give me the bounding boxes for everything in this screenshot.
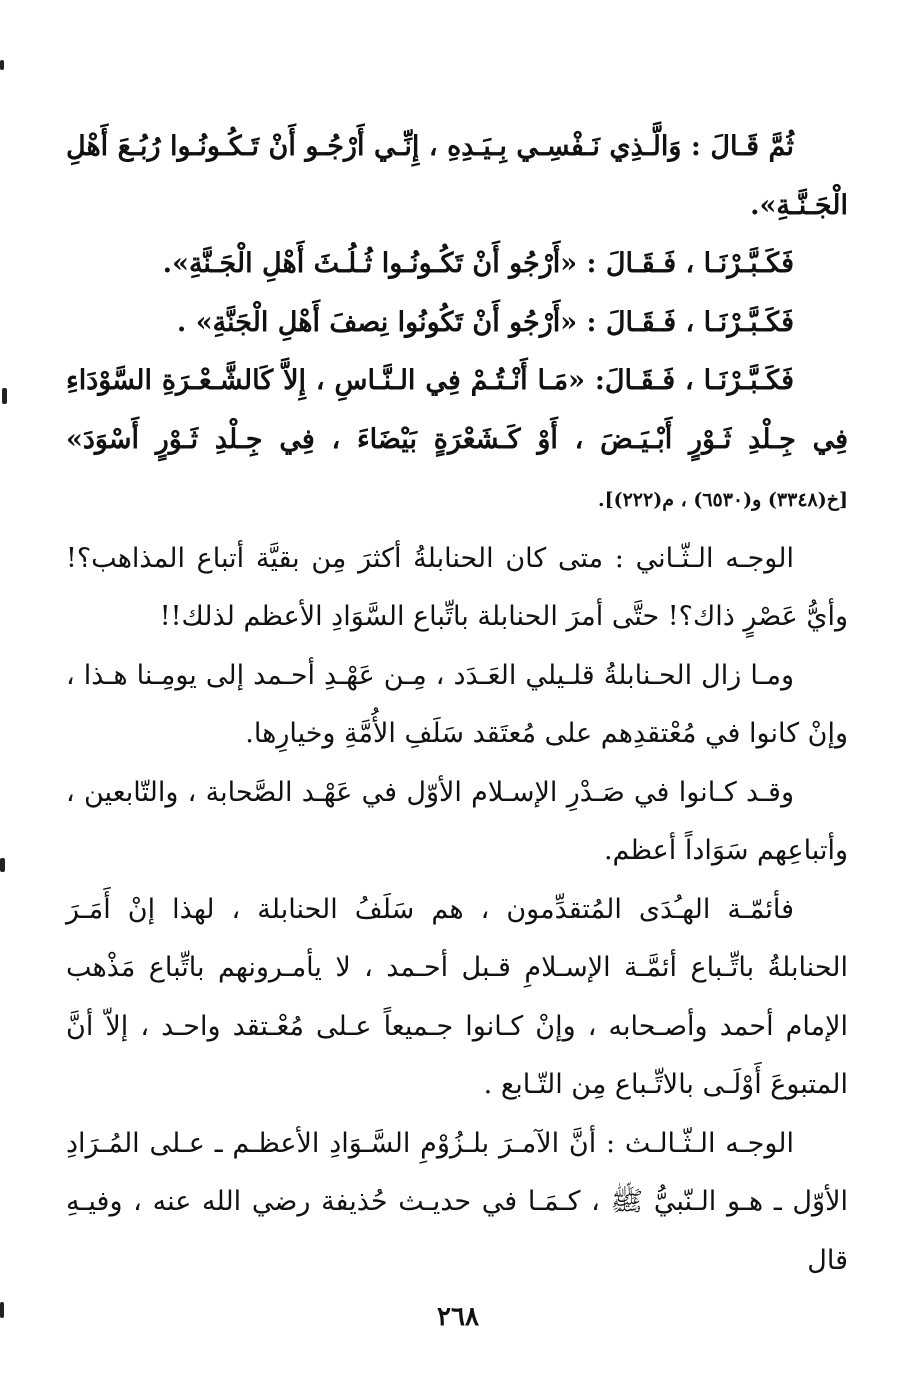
- paragraph-text: الوجـه الـثّـالـث : أنَّ الآمـرَ بلـزُوْمِ السَّـوَادِ الأعظـم ـ عـلى المُـرَادِ الأوّل ـ هـو الـنّبيُّ ﷺ ، كـمَـا في حديـث حُذيفة رضي الله عنه ، وفيـهِ قال: [66, 1127, 848, 1276]
- paragraph-text: فأئمّـة الهـُدَى المُتقدِّمون ، هم سَلَفُ الحنابلة ، لهذا إنْ أَمَـرَ الحنابلةُ باتِّـباع أئمَّـة الإسـلامِ قـبل أحـمد ، لا يأمـرونهم باتِّباع مَذْهب الإمام أحمد وأصـحابه ، وإنْ كـانوا جـميعاً عـلى مُعْـتقد واحـد ، إلاّ أنَّ المتبوعَ أَوْلَـى بالاتِّـباع مِن التّـابع .: [66, 893, 848, 1100]
- third-aspect-paragraph: [66, 1115, 848, 1291]
- hadith-paragraph-2: [66, 235, 848, 294]
- scan-mark: [0, 858, 5, 872]
- second-aspect-paragraph: [66, 530, 848, 647]
- scan-mark: [0, 60, 4, 70]
- paragraph-text: ثُمَّ قَـالَ : وَالَّـذِي نَـفْسِـي بِـيَـدِهِ ، إِنِّـي أَرْجُـو أَنْ تَـكُـونُـوا رُبُـعَ أَهْلِ الْجَـنَّـةِ».: [66, 131, 848, 221]
- paragraph-text: فَكَـبَّـرْنَـا ، فَـقَـالَ : «أَرْجُو أَنْ تَكُونُوا نِصفَ أَهْلِ الْجَنَّةِ» .: [176, 306, 794, 338]
- scan-mark: [2, 388, 7, 404]
- paragraph-text: فَكَـبَّـرْنَـا ، فَـقَـالَ: «مَـا أَنْـتُـمْ فِي الـنَّـاسِ ، إِلاَّ كَالشَّـعْـرَةِ السَّوْدَاءِ فِي جِـلْدِ ثَـوْرٍ أَبْـيَـضَ ، أَوْ كَـشَعْرَةٍ بَيْضَاءَ ، فِي جِـلْدِ ثَـوْرٍ أَسْوَدَ»: [66, 365, 848, 455]
- paragraph-text: وقـد كـانوا في صَـدْرِ الإسـلام الأوّل في عَهْـد الصَّحابة ، والتّابعين ، وأتباعِهم سَوَاداً أعظم.: [66, 776, 848, 866]
- hadith-paragraph-4: [66, 352, 848, 530]
- paragraph-text: ومـا زال الحـنابلةُ قلـيلي العَـدَد ، مِـن عَهْـدِ أحـمد إلى يومِـنا هـذا ، وإنْ كانوا في مُعْتقدِهم على مُعتَقد سَلَفِ الأُمَّةِ وخيارِها.: [66, 659, 848, 749]
- early-islam-paragraph: [66, 764, 848, 881]
- hadith-paragraph-1: [66, 118, 848, 235]
- body-text: [66, 118, 848, 1290]
- citation: [خ(٣٣٤٨) و(٦٥٣٠) ، م(٢٢٢)].: [597, 489, 848, 511]
- paragraph-text: الوجـه الـثّـاني : متى كان الحنابلةُ أكثرَ مِن بقيَّة أتباع المذاهب؟! وأيُّ عَصْرٍ ذاك؟! حتَّى أمرَ الحنابلة باتِّباع السَّوَادِ الأعظم لذلك!!: [66, 542, 848, 632]
- page-number: ٢٦٨: [437, 1302, 479, 1332]
- imams-paragraph: [66, 881, 848, 1115]
- hadith-paragraph-3: [66, 294, 848, 353]
- paragraph-text: فَكَـبَّـرْنَـا ، فَـقَـالَ : «أَرْجُو أَنْ تَكُـونُـوا ثُـلُـثَ أَهْلِ الْجَـنَّةِ».: [162, 248, 794, 279]
- hanabila-few-paragraph: [66, 647, 848, 764]
